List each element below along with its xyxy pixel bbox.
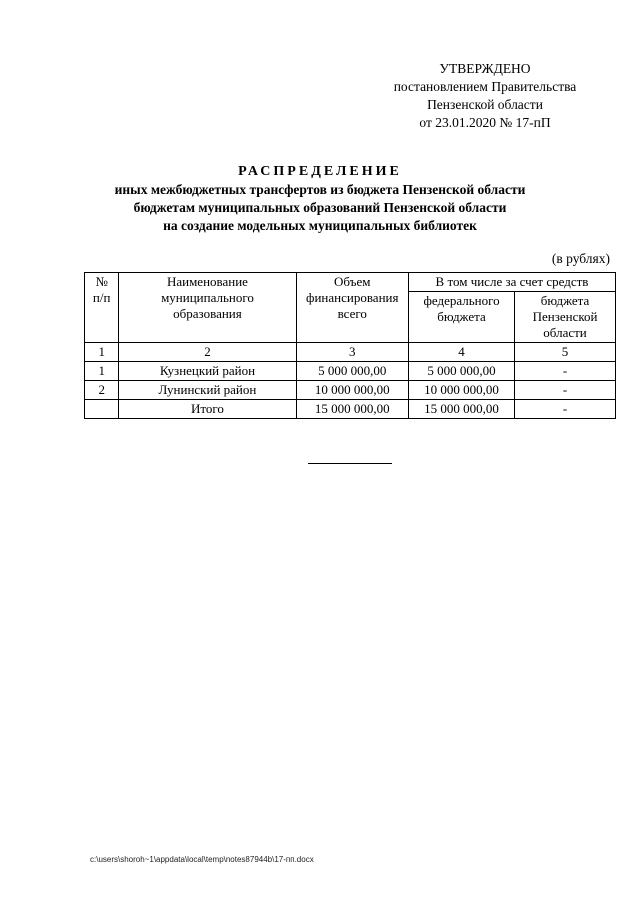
separator-line [308,463,392,464]
table-cell: 1 [85,343,119,362]
approval-date: от 23.01.2020 № 17-пП [419,115,551,130]
table-cell: 10 000 000,00 [296,381,408,400]
approval-heading: УТВЕРЖДЕНО [439,61,531,76]
table-header-row [85,273,616,292]
table-cell: - [515,381,616,400]
header-text: бюджета [540,293,590,308]
table-cell: Кузнецкий район [119,362,296,381]
header-volume [296,273,408,343]
table-cell: 10 000 000,00 [408,381,514,400]
table-cell: 5 000 000,00 [296,362,408,381]
table-cell: 3 [296,343,408,362]
table-total-row [85,400,616,419]
approval-line: постановлением Правительства [393,79,577,94]
table-cell: Лунинский район [119,381,296,400]
document-title [80,163,560,235]
table-cell: 4 [408,343,514,362]
header-number [85,273,119,343]
header-text: федерального [423,293,500,308]
header-including: В том числе за счет средств [408,273,615,292]
table-cell: 15 000 000,00 [408,400,514,419]
table-row [85,381,616,400]
title-main: РАСПРЕДЕЛЕНИЕ [238,164,402,179]
distribution-table [84,272,616,419]
table-cell [85,400,119,419]
header-text: Пензенской [532,309,598,324]
approval-line: Пензенской области [427,97,543,112]
table-cell: - [515,362,616,381]
table-cell: 5 [515,343,616,362]
header-name [119,273,296,343]
header-text: образования [173,306,242,321]
title-line: иных межбюджетных трансфертов из бюджета Пензенской области [114,182,526,197]
header-text: области [543,325,587,340]
title-line: бюджетам муниципальных образований Пензенской области [133,200,507,215]
header-text: бюджета [437,309,486,324]
column-number-row [85,343,616,362]
table-cell: Итого [119,400,296,419]
header-text: Наименование [166,274,248,289]
title-line: на создание модельных муниципальных библиотек [163,218,477,233]
table-row [85,362,616,381]
table-cell: 2 [119,343,296,362]
table-cell: - [515,400,616,419]
header-text: п/п [92,290,111,305]
table-cell: 5 000 000,00 [408,362,514,381]
table-cell: 15 000 000,00 [296,400,408,419]
header-text: Объем [334,274,371,289]
table-cell: 2 [85,381,119,400]
header-text: всего [337,306,367,321]
table-cell: 1 [85,362,119,381]
units-label: (в рублях) [551,251,610,266]
header-text: № [95,274,108,289]
header-text: муниципального [161,290,254,305]
header-federal [408,292,514,343]
approval-stamp [380,60,590,132]
header-text: финансирования [306,290,399,305]
file-path-footer: c:\users\shoroh~1\appdata\local\temp\notes87944b\17-пп.docx [90,855,314,864]
header-regional [515,292,616,343]
